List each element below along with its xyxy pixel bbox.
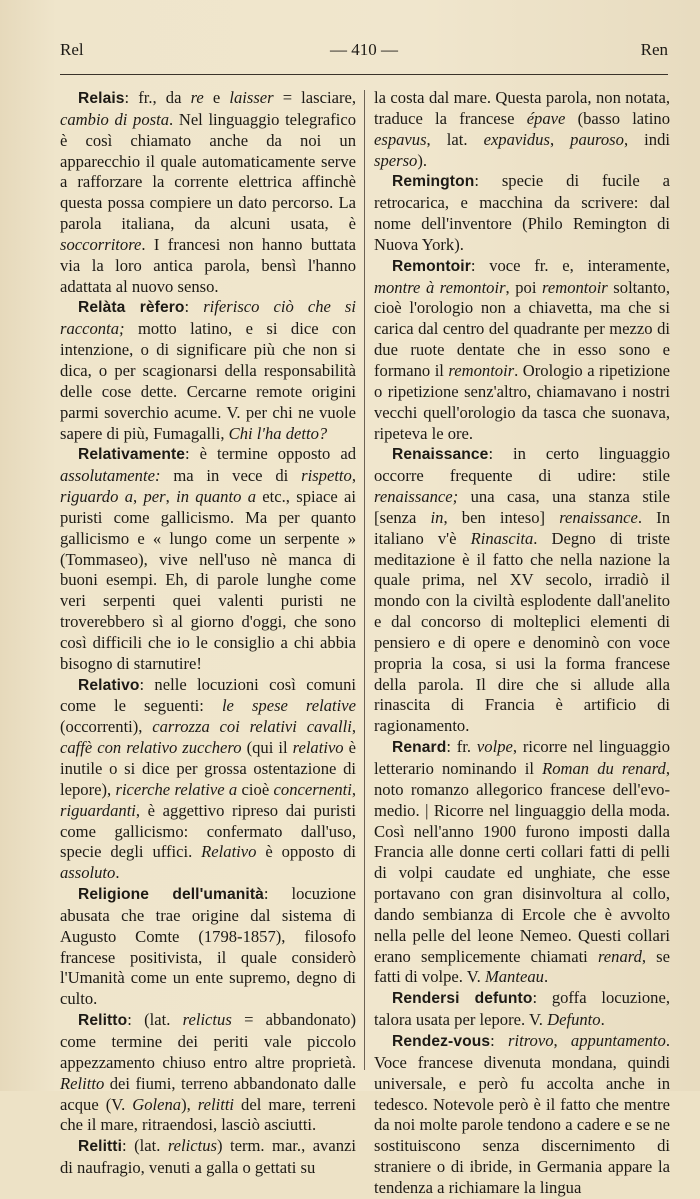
- header-left-guideword: Rel: [60, 40, 84, 59]
- entry-text: : fr. volpe, ricorre nel linguaggio letterario nominando il Roman du renard, noto romanzo allegorico francese dell'evo-medio. | Ricorre nel linguaggio della moda. Così nell'anno 1900 furono imposti dalla Francia alle donne certi collari fatti di pelli di volpi caudate ed unghiate, che esse portavano con gran disinvoltura al collo, dando sembianza di Ercole che è avvolto nella pelle del leone Nemeo. Questi collari erano semplicemente chiamati renard, se fatti di volpe. V. Manteau.: [374, 737, 671, 987]
- dictionary-entry: [60, 884, 356, 1010]
- header-rule: [60, 74, 668, 75]
- entry-headword: Relàta rèfero: [78, 299, 185, 317]
- entry-text: : specie di fucile a retrocarica, e macchina da scrivere: dal nome dell'inventore (Philo Remington di Nuova York).: [374, 171, 670, 254]
- right-column: [374, 88, 670, 1199]
- entry-text: : (lat. relictus = abbandonato) come termine dei periti vale piccolo appezzamento chiuso entro altre proprietà. Relitto dei fiumi, terreno abbandonato dalle acque (V. Golena), relitti del mare, terreni che il mare, ritraendosi, lasciò asciutti.: [60, 1010, 356, 1135]
- dictionary-entry: [374, 171, 670, 255]
- entry-text: : locuzione abusata che trae origine dal sistema di Augusto Comte (1798-1857), filosofo francese positivista, il quale considerò l'Umanità come un ente supremo, degno di culto.: [60, 884, 356, 1009]
- dictionary-entry: [374, 1031, 670, 1199]
- entry-headword: Relitti: [78, 1138, 123, 1156]
- entry-text: : nelle locuzioni così comuni come le seguenti: le spese relative (occorrenti), carrozza coi relativi cavalli, caffè con relativo zucchero (qui il relativo è inutile o si dice per grossa ostentazione di lepore), ricerche relative a cioè concernenti, riguardanti, è aggettivo ripreso dai puristi come gallicismo: confermato dall'uso, specie degli uffici. Relativo è opposto di assoluto.: [60, 674, 357, 883]
- entry-headword: Relais: [78, 90, 125, 107]
- dictionary-entry: [60, 444, 356, 674]
- dictionary-entry: [374, 88, 670, 171]
- running-header: [60, 40, 668, 64]
- entry-headword: Relativamente: [78, 446, 186, 464]
- entry-headword: Renard: [392, 739, 447, 757]
- entry-headword: Relativo: [78, 676, 140, 694]
- dictionary-entry: [60, 297, 356, 444]
- entry-headword: Religione dell'umanità: [78, 886, 264, 904]
- page-number: — 410 —: [330, 40, 398, 59]
- dictionary-entry: [374, 256, 670, 445]
- entry-headword: Rendersi defunto: [392, 990, 533, 1008]
- entry-text: : ritrovo, appuntamento. Voce francese divenuta mondana, quindi universale, e però fu accolta anche in tedesco. Notevole però è il fatto che mentre da noi molte parole tendono a cadere e se ne sostituiscono senza discernimento di straniere o di ibride, in Germania appare la tendenza a richiamare la lingua: [374, 1030, 670, 1197]
- header-right-guideword: Ren: [640, 40, 668, 59]
- left-column: [60, 88, 356, 1179]
- dictionary-entry: [60, 88, 356, 297]
- dictionary-entry: [60, 1010, 356, 1136]
- column-divider: [364, 90, 365, 1070]
- dictionary-entry: [60, 675, 356, 884]
- entry-text: : voce fr. e, interamente, montre à remontoir, poi remontoir soltanto, cioè l'orologio non a chiavetta, ma che si carica dal centro del quadrante per mezzo di due ruote dentate che in esso sono e formano il remontoir. Orologio a ripetizione o ripetizione senz'altro, chiamavano i nostri vecchi quell'orologio da tasca che suonava, ripeteva le ore.: [374, 255, 671, 443]
- dictionary-entry: [374, 444, 670, 737]
- entry-text: : in certo linguaggio occorre frequente di udire: stile renaissance; una casa, una stanza stile [senza in, ben inteso] renaissance. In italiano v'è Rinascita. Degno di triste meditazione è il fatto che nella nazione la quale prima, nel XV secolo, irradiò il mondo con la civiltà esplodente dall'anelito e dal concorso di molteplici elementi di pensiero e di opere e denominò con voce propria la cosa, si usi la forma francese della parola. Il dire che si allude alla rinascita di Francia è artificio di ragionamento.: [374, 444, 671, 736]
- entry-text: la costa dal mare. Questa parola, non notata, traduce la francese épave (basso latino espavus, lat. expavidus, pauroso, indi sperso).: [374, 88, 670, 170]
- entry-headword: Renaissance: [392, 446, 489, 464]
- entry-text: : (lat. relictus) term. mar., avanzi di naufragio, venuti a galla o gettati su: [60, 1136, 356, 1178]
- entry-text: : fr., da re e laisser = lasciare, cambio di posta. Nel linguaggio telegrafico è così chiamato anche da noi un apparecchio il quale automaticamente serve a rafforzare la corrente elettrica affinchè questa possa compiere un dato percorso. La parola italiana, da alcuni usata, è soccorritore. I francesi non hanno buttata via la loro antica parola, bensì l'hanno adattata al nuovo senso.: [60, 88, 357, 296]
- entry-headword: Remontoir: [392, 257, 471, 275]
- dictionary-entry: [374, 737, 670, 988]
- dictionary-entry: [374, 988, 670, 1031]
- entry-headword: Relitto: [78, 1012, 128, 1030]
- entry-text: : goffa locuzione, talora usata per lepore. V. Defunto.: [374, 988, 670, 1030]
- entry-text: : riferisco ciò che si racconta; motto latino, e si dice con intenzione, o di significare più che non si dica, o per scagionarsi della responsabilità delle cose dette. Cercarne remote origini parmi soverchio acume. V. per chi ne vuole sapere di più, Fumagalli, Chi l'ha detto?: [60, 297, 356, 443]
- entry-headword: Remington: [392, 173, 475, 191]
- entry-text: : è termine opposto ad assolutamente: ma in vece di rispetto, riguardo a, per, in quanto a etc., spiace ai puristi come gallicismo. Ma per quanto gallicismo e « lungo come un serpente » (Tommaseo), vive nell'uso nè manca di buoni esempi. Eh, di parole lunghe come veri serpenti quei valenti puristi ne troverebbero sì al giorno d'oggi, che sono così difficili che io le consiglio a chi abbia bisogno di starnutire!: [60, 444, 357, 673]
- entry-headword: Rendez-vous: [392, 1032, 491, 1050]
- dictionary-entry: [60, 1136, 356, 1179]
